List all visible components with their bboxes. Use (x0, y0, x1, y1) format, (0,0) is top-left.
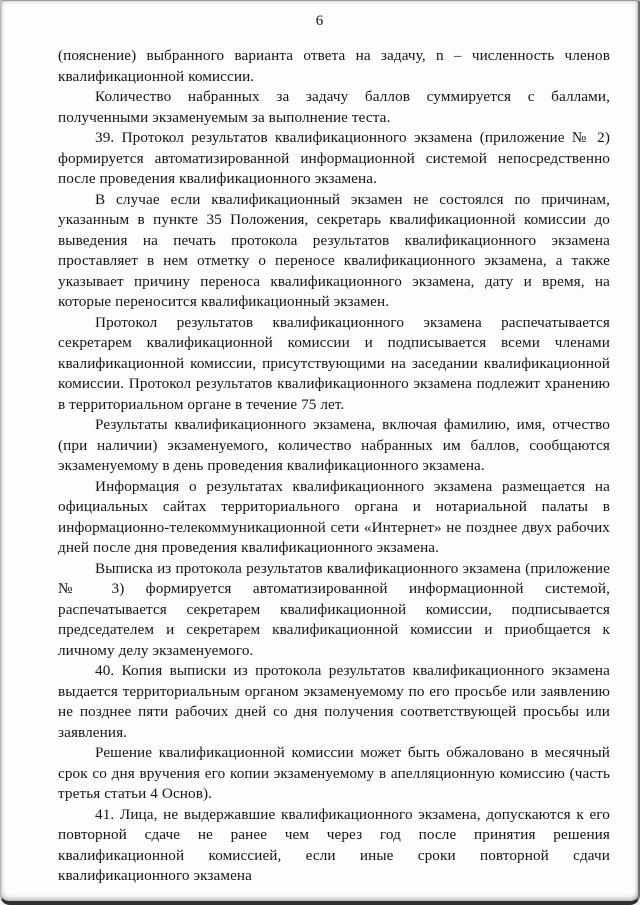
paragraph: Решение квалификационной комиссии может быть обжаловано в месячный срок со дня вручения его копии экзаменуемому в апелляционную комиссию (часть третья статьи 4 Основ). (58, 744, 610, 802)
paragraph: 39. Протокол результатов квалификационного экзамена (приложение № 2) формируется автоматизированной информационной системой непосредственно после проведения квалификационного экзамена. (58, 129, 610, 187)
paragraph: Результаты квалификационного экзамена, включая фамилию, имя, отчество (при наличии) экзаменуемого, количество набранных им баллов, сообщаются экзаменуемому в день проведения квалификационного экзамена. (58, 416, 610, 474)
document-body (58, 46, 610, 887)
paragraph: (пояснение) выбранного варианта ответа на задачу, n – численность членов квалификационной комиссии. (58, 47, 610, 85)
paragraph: В случае если квалификационный экзамен не состоялся по причинам, указанным в пункте 35 Положения, секретарь квалификационной комиссии до выведения на печать протокола результатов квалификационного экзамена проставляет в нем отметку о переносе квалификационного экзамена, а также указывает причину переноса квалификационного экзамена, дату и время, на которые переносится квалификационный экзамен. (58, 190, 610, 310)
paragraph: Выписка из протокола результатов квалификационного экзамена (приложение № 3) формируется автоматизированной информационной системой, распечатывается секретарем квалификационной комиссии, подписывается председателем и секретарем квалификационной комиссии и приобщается к личному делу экзаменуемого. (58, 559, 610, 659)
paragraph: Протокол результатов квалификационного экзамена распечатывается секретарем квалификационной комиссии и подписывается всеми членами квалификационной комиссии, присутствующими на заседании квалификационной комиссии. Протокол результатов квалификационного экзамена подлежит хранению в территориальном органе в течение 75 лет. (58, 313, 610, 413)
paragraph: 40. Копия выписки из протокола результатов квалификационного экзамена выдается территориальным органом экзаменуемому по его просьбе или заявлению не позднее пяти рабочих дней со дня получения соответствующей просьбы или заявления. (58, 662, 610, 741)
page-number: 6 (315, 13, 324, 29)
paragraph: Информация о результатах квалификационного экзамена размещается на официальных сайтах территориального органа и нотариальной палаты в информационно-телекоммуникационной сети «Интернет» не позднее двух рабочих дней после дня проведения квалификационного экзамена. (58, 477, 610, 556)
paragraph: 41. Лица, не выдержавшие квалификационного экзамена, допускаются к его повторной сдаче не ранее чем через год после принятия решения квалификационной комиссией, если иные сроки повторной сдачи квалификационного экзамена (58, 805, 610, 884)
paragraph: Количество набранных за задачу баллов суммируется с баллами, полученными экзаменуемым за выполнение теста. (58, 88, 610, 126)
